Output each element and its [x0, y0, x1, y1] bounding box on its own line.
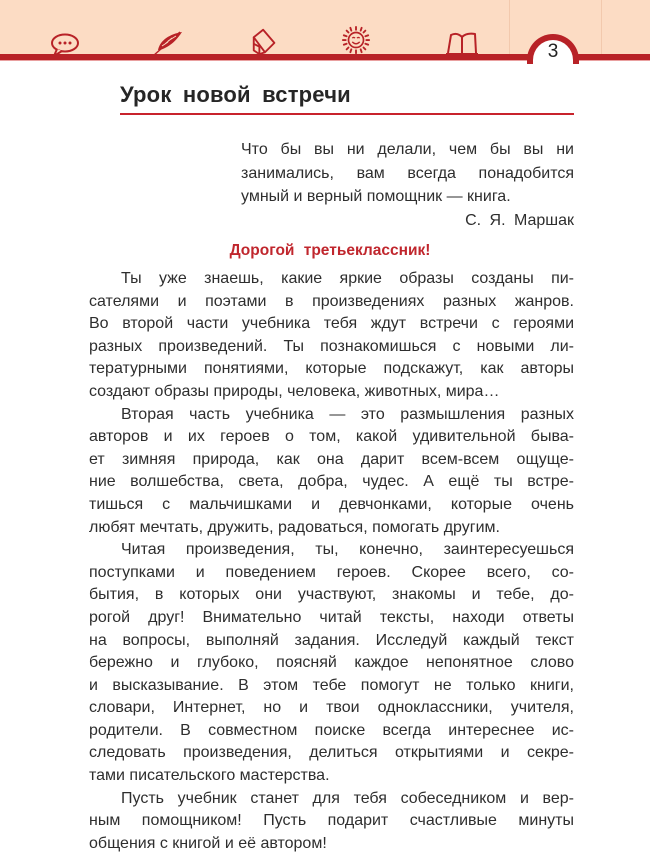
body-line: Во второй части учебника тебя ждут встречи с героями [89, 315, 574, 333]
page-number: 3 [547, 41, 559, 62]
body-line: родители. В совместном поиске всегда интереснее ис- [89, 721, 574, 739]
epigraph-line: занимались, вам всегда понадобится [241, 164, 574, 182]
epigraph-line: Что бы вы ни делали, чем бы вы ни [241, 141, 574, 158]
body-line: разных произведений. Ты познакомишься с новыми ли- [89, 337, 574, 355]
header-divider [601, 0, 602, 55]
open-book-icon [444, 27, 480, 57]
closed-book-icon [247, 26, 283, 56]
body-line: сателями и поэтами в произведениях разных жанров. [89, 292, 574, 310]
header-divider [509, 0, 510, 55]
body-line: и высказывание. В этом тебе помогут не только книги, [89, 676, 574, 694]
body-line: Ты уже знаешь, какие яркие образы созданы пи- [121, 270, 574, 287]
salutation-heading: Дорогой третьеклассник! [229, 242, 431, 259]
body-line: Пусть учебник станет для тебя собеседником и вер- [121, 789, 574, 807]
body-line: бережно и глубоко, поясняй каждое непонятное слово [89, 654, 574, 672]
body-line: общения с книгой и её автором! [89, 834, 327, 852]
body-line: тами писательского мастерства. [89, 767, 330, 785]
body-line: ным помощником! Пусть подарит счастливые минуты [89, 812, 574, 830]
epigraph-line: умный и верный помощник — книга. [241, 188, 511, 205]
body-line: любят мечтать, дружить, радоваться, помогать другим. [89, 518, 500, 536]
epigraph-author: С. Я. Маршак [465, 211, 574, 229]
body-line: тишься с мальчишками и девчонками, которые очень [89, 495, 574, 513]
body-line: ет зимняя природа, как она дарит всем-всем ощуще- [89, 450, 574, 468]
lesson-title: Урок новой встречи [120, 82, 351, 107]
body-line: рогой друг! Внимательно читай тексты, находи ответы [89, 608, 574, 626]
body-line: тературными понятиями, которые подскажут, как авторы [89, 360, 574, 378]
body-line: бытия, в которых они участвуют, знакомы и тебе, до- [89, 586, 574, 604]
smiling-sun-icon [338, 25, 374, 55]
body-line: следовать произведения, делиться открытиями и секре- [89, 744, 574, 762]
body-line: поступками и поведением героев. Скорее всего, со- [89, 563, 574, 581]
title-underline [120, 113, 574, 115]
epigraph [241, 138, 574, 232]
body-line: на вопросы, выполняй задания. Исследуй каждый текст [89, 631, 574, 649]
body-text [89, 268, 574, 855]
body-line: ние волшебства, света, добра, чудес. А ещё ты встре- [89, 473, 574, 491]
body-line: Вторая часть учебника — это размышления разных [121, 405, 574, 423]
body-line: авторов и их героев о том, какой удивительной быва- [89, 428, 574, 446]
body-line: создают образы природы, человека, животных, мира… [89, 382, 500, 400]
body-line: Читая произведения, ты, конечно, заинтересуешься [121, 541, 574, 559]
body-line: словари, Интернет, но и твои одноклассники, учителя, [89, 699, 574, 717]
